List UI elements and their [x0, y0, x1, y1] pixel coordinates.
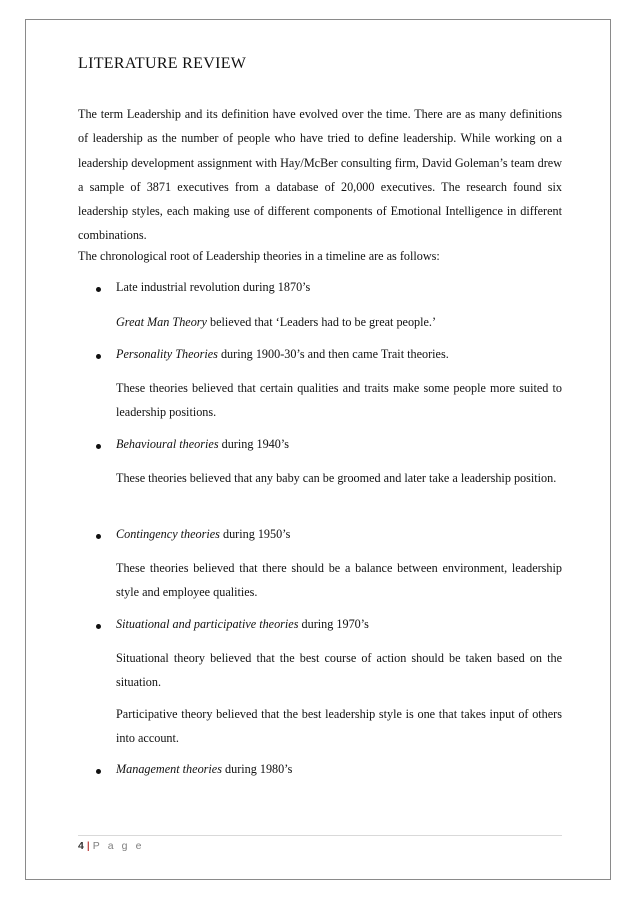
bullet-icon: [96, 624, 101, 629]
theory-name: Personality Theories: [116, 347, 218, 361]
item-description: These theories believed that certain qualities and traits make some people more suited to leadership positions.: [116, 381, 562, 420]
page-label: P a g e: [92, 840, 145, 852]
item-description: Situational theory believed that the best course of action should be taken based on the situation.: [116, 651, 562, 690]
footer-divider: [78, 835, 562, 836]
footer-separator: |: [86, 840, 90, 852]
theory-name: Great Man Theory: [116, 315, 207, 329]
page-number: 4: [78, 840, 84, 852]
theory-name: Contingency theories: [116, 527, 220, 541]
bullet-text: during 1950’s: [219, 527, 291, 541]
item-description: These theories believed that any baby can be groomed and later take a leadership position.: [116, 471, 557, 485]
theory-name: Behavioural theories: [116, 437, 219, 451]
bullet-text: during 1970’s: [298, 617, 369, 631]
bullet-text: during 1940’s: [218, 437, 289, 451]
bullet-icon: [96, 354, 101, 359]
timeline-intro: The chronological root of Leadership theories in a timeline are as follows:: [78, 249, 440, 263]
intro-paragraph: The term Leadership and its definition have evolved over the time. There are as many definitions of leadership as the number of people who have tried to define leadership. While working on a leadership development assignment with Hay/McBer consulting firm, David Goleman’s team drew a sample of 3871 executives from a database of 20,000 executives. The research found six leadership styles, each making use of different components of Emotional Intelligence in different combinations.: [78, 107, 562, 243]
description-text: believed that ‘Leaders had to be great people.’: [206, 315, 437, 329]
theory-name: Situational and participative theories: [116, 617, 299, 631]
bullet-icon: [96, 534, 101, 539]
bullet-icon: [96, 444, 101, 449]
bullet-icon: [96, 769, 101, 774]
bullet-text: during 1980’s: [221, 762, 293, 776]
bullet-text: during 1900-30’s and then came Trait theories.: [217, 347, 449, 361]
item-description: [116, 310, 562, 334]
theory-name: Management theories: [116, 762, 222, 776]
page-heading: LITERATURE REVIEW: [78, 55, 247, 72]
bullet-icon: [96, 287, 101, 292]
page-footer: [78, 840, 144, 852]
bullet-text: Late industrial revolution during 1870’s: [116, 280, 311, 294]
item-description: Participative theory believed that the best leadership style is one that takes input of others into account.: [116, 707, 562, 746]
item-description: These theories believed that there should be a balance between environment, leadership style and employee qualities.: [116, 561, 562, 600]
